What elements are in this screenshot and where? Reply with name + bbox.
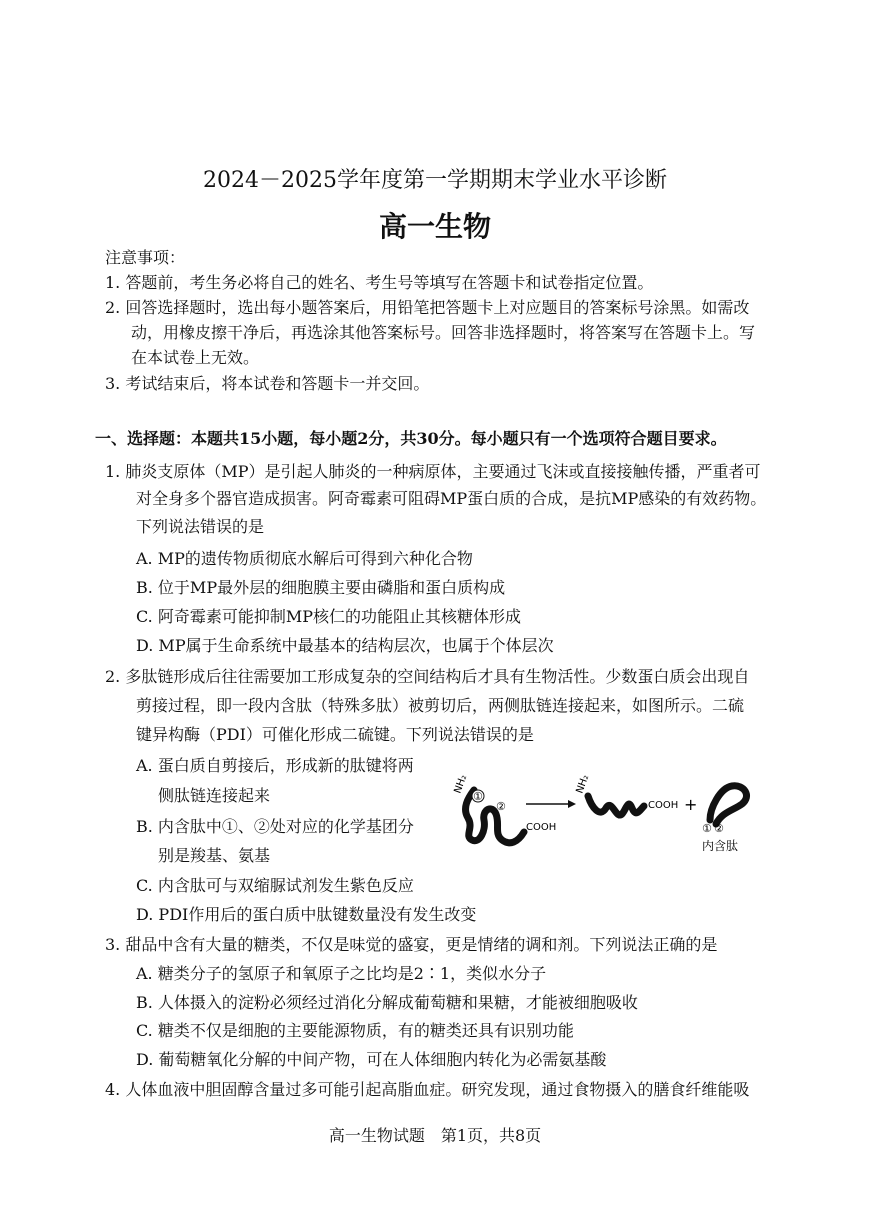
question-2-option-a-cont: 侧肽链连接起来 bbox=[158, 786, 271, 805]
exam-subject: 高一生物 bbox=[378, 210, 491, 243]
mark-1: ① bbox=[473, 790, 483, 803]
question-2-stem: 剪接过程，即一段内含肽（特殊多肽）被剪切后，两侧肽链连接起来，如图所示。二硫 bbox=[136, 696, 745, 715]
intein-mark-1: ① bbox=[702, 822, 712, 835]
question-1-stem: 1. 肺炎支原体（MP）是引起人肺炎的一种病原体，主要通过飞沫或直接接触传播，严重者可 bbox=[105, 462, 761, 481]
nh2-label: NH₂ bbox=[452, 773, 470, 796]
intein-loop bbox=[710, 786, 747, 824]
plus-sign: + bbox=[684, 795, 698, 814]
question-1-option-a: A. MP的遗传物质彻底水解后可得到六种化合物 bbox=[136, 549, 473, 568]
question-1-stem: 下列说法错误的是 bbox=[136, 517, 265, 536]
exam-title: 2024－2025学年度第一学期期末学业水平诊断 bbox=[203, 168, 667, 193]
cooh-label: COOH bbox=[526, 822, 557, 833]
spliced-chain bbox=[588, 796, 644, 815]
cooh-label-product: COOH bbox=[648, 800, 679, 811]
question-2-stem: 键异构酶（PDI）可催化形成二硫键。下列说法错误的是 bbox=[136, 725, 534, 744]
question-3-option-a: A. 糖类分子的氢原子和氧原子之比均是2∶1，类似水分子 bbox=[136, 964, 547, 983]
question-3-option-b: B. 人体摄入的淀粉必须经过消化分解成葡萄糖和果糖，才能被细胞吸收 bbox=[136, 993, 638, 1012]
question-1-option-c: C. 阿奇霉素可能抑制MP核仁的功能阻止其核糖体形成 bbox=[136, 607, 521, 626]
notice-item: 3. 考试结束后，将本试卷和答题卡一并交回。 bbox=[105, 374, 430, 393]
question-2-option-a: A. 蛋白质自剪接后，形成新的肽键将两 bbox=[136, 756, 414, 775]
protein-splicing-figure bbox=[440, 768, 770, 858]
question-3-option-d: D. 葡萄糖氧化分解的中间产物，可在人体细胞内转化为必需氨基酸 bbox=[136, 1050, 607, 1069]
intein-mark-2: ② bbox=[714, 822, 724, 835]
notice-item: 在本试卷上无效。 bbox=[131, 348, 260, 367]
intein-label: 内含肽 bbox=[702, 839, 739, 853]
notice-item: 2. 回答选择题时，选出每小题答案后，用铅笔把答题卡上对应题目的答案标号涂黑。如需改 bbox=[105, 298, 750, 317]
notice-heading: 注意事项： bbox=[105, 248, 186, 267]
question-4-stem: 4. 人体血液中胆固醇含量过多可能引起高脂血症。研究发现，通过食物摄入的膳食纤维能吸 bbox=[105, 1080, 750, 1099]
nh2-label-product: NH₂ bbox=[574, 773, 592, 796]
page-footer: 高一生物试题 第1页，共8页 bbox=[328, 1126, 542, 1145]
question-2-option-c: C. 内含肽可与双缩脲试剂发生紫色反应 bbox=[136, 876, 414, 895]
question-1-stem: 对全身多个器官造成损害。阿奇霉素可阻碍MP蛋白质的合成，是抗MP感染的有效药物。 bbox=[136, 489, 767, 508]
question-3-stem: 3. 甜品中含有大量的糖类，不仅是味觉的盛宴，更是情绪的调和剂。下列说法正确的是 bbox=[105, 935, 718, 954]
notice-item: 动，用橡皮擦干净后，再选涂其他答案标号。回答非选择题时，将答案写在答题卡上。写 bbox=[131, 323, 756, 342]
mark-2: ② bbox=[496, 800, 506, 813]
question-2-option-b: B. 内含肽中①、②处对应的化学基团分 bbox=[136, 817, 414, 836]
section-heading: 一、选择题：本题共15小题，每小题2分，共30分。每小题只有一个选项符合题目要求。 bbox=[95, 429, 727, 448]
question-2-stem: 2. 多肽链形成后往往需要加工形成复杂的空间结构后才具有生物活性。少数蛋白质会出现自 bbox=[105, 667, 750, 686]
question-1-option-b: B. 位于MP最外层的细胞膜主要由磷脂和蛋白质构成 bbox=[136, 578, 506, 597]
question-3-option-c: C. 糖类不仅是细胞的主要能源物质，有的糖类还具有识别功能 bbox=[136, 1021, 574, 1040]
question-2-option-b-cont: 别是羧基、氨基 bbox=[158, 846, 271, 865]
notice-item: 1. 答题前，考生务必将自己的姓名、考生号等填写在答题卡和试卷指定位置。 bbox=[105, 273, 654, 292]
question-2-option-d: D. PDI作用后的蛋白质中肽键数量没有发生改变 bbox=[136, 905, 477, 924]
question-1-option-d: D. MP属于生命系统中最基本的结构层次，也属于个体层次 bbox=[136, 636, 554, 655]
